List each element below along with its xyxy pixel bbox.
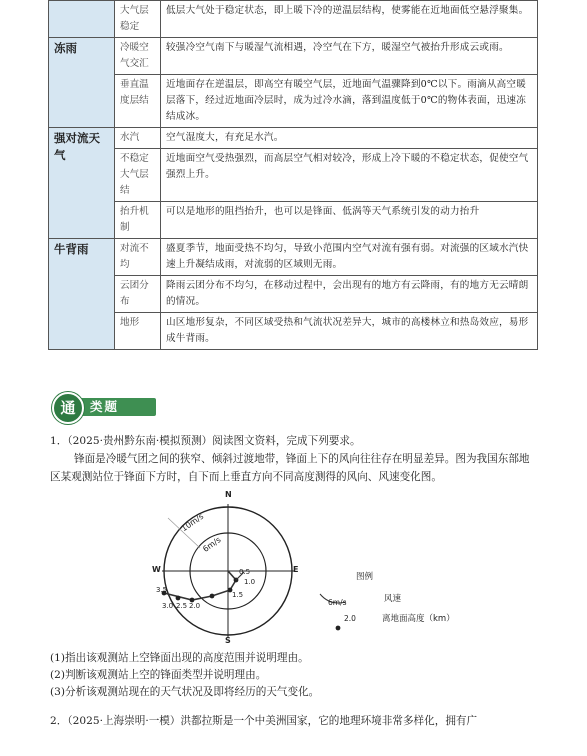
question-1-subquestions xyxy=(50,650,540,701)
category-cell: 牛背雨 xyxy=(49,239,115,350)
table-row xyxy=(49,202,538,239)
height-label-3-0: 3.0 xyxy=(162,602,174,610)
category-cell: 强对流天气 xyxy=(49,128,115,239)
factor-cell: 抬升机制 xyxy=(115,202,161,239)
height-label-1-0: 1.0 xyxy=(244,578,256,586)
height-dot xyxy=(176,596,181,601)
legend-wind-speed: 6m/s xyxy=(328,598,347,607)
table-row xyxy=(49,38,538,75)
category-cell xyxy=(49,1,115,38)
height-label-0-5: 0.5 xyxy=(239,568,251,576)
west-label: W xyxy=(152,565,161,574)
height-dot xyxy=(210,594,215,599)
south-label: S xyxy=(225,636,231,645)
table-row xyxy=(49,1,538,38)
question-2-title: 2．（2025·上海崇明·一模）洪都拉斯是一个中美洲国家，它的地理环境非常多样化，拥有广 xyxy=(50,715,478,727)
legend-dot-label: 2.0 xyxy=(344,614,356,623)
description-cell: 山区地形复杂，不同区域受热和气流状况差异大，城市的高楼林立和热岛效应，易形成牛背雨。 xyxy=(161,313,538,350)
table-row xyxy=(49,75,538,128)
subquestion-3: (3)分析该观测站现在的天气状况及即将经历的天气变化。 xyxy=(50,686,320,698)
description-cell: 空气湿度大，有充足水汽。 xyxy=(161,128,538,149)
legend-title: 图例 xyxy=(356,572,374,582)
wind-profile-line xyxy=(164,571,236,600)
factor-cell: 水汽 xyxy=(115,128,161,149)
section-badge xyxy=(52,394,160,420)
factor-cell: 地形 xyxy=(115,313,161,350)
question-2 xyxy=(50,712,540,730)
table-row xyxy=(49,313,538,350)
legend-wind: 风速 xyxy=(384,594,402,604)
factor-cell: 云团分布 xyxy=(115,276,161,313)
category-cell: 冻雨 xyxy=(49,38,115,128)
factor-cell: 大气层稳定 xyxy=(115,1,161,38)
height-label-1-5: 1.5 xyxy=(232,591,244,599)
description-cell: 盛夏季节，地面受热不均匀，导致小范围内空气对流有强有弱。对流强的区域水汽快速上升凝结成雨，对流弱的区域则无雨。 xyxy=(161,239,538,276)
factor-cell: 冷暖空气交汇 xyxy=(115,38,161,75)
question-1-title: 1．（2025·贵州黔东南·模拟预测）阅读图文资料，完成下列要求。 xyxy=(50,435,361,447)
description-cell: 降雨云团分布不均匀，在移动过程中，会出现有的地方有云降雨，有的地方无云晴朗的情况。 xyxy=(161,276,538,313)
subquestion-2: (2)判断该观测站上空的锋面类型并说明理由。 xyxy=(50,669,267,681)
outer-ring-label: 10m/s xyxy=(179,511,206,534)
table-row xyxy=(49,128,538,149)
height-label-2-5: 2.5 xyxy=(176,602,188,610)
question-1-stem: 锋面是冷暖气团之间的狭窄、倾斜过渡地带，锋面上下的风向往往存在明显差异。图为我国东部地区某观测站位于锋面下方时，自下而上垂直方向不同高度测得的风向、风速变化图。 xyxy=(50,453,530,483)
climate-factors-table xyxy=(48,0,538,350)
factor-cell: 不稳定大气层结 xyxy=(115,149,161,202)
description-cell: 低层大气处于稳定状态，即上暖下冷的逆温层结构，使雾能在近地面低空悬浮聚集。 xyxy=(161,1,538,38)
table-row xyxy=(49,149,538,202)
question-1 xyxy=(50,432,540,486)
factor-cell: 垂直温度层结 xyxy=(115,75,161,128)
description-cell: 近地面空气受热强烈，而高层空气相对较冷，形成上冷下暖的不稳定状态，促使空气强烈上升。 xyxy=(161,149,538,202)
badge-circle: 通 xyxy=(52,392,84,424)
subquestion-1: (1)指出该观测站上空锋面出现的高度范围并说明理由。 xyxy=(50,652,309,664)
north-label: N xyxy=(225,490,232,499)
legend-height: 离地面高度（km） xyxy=(382,614,455,624)
factors-table xyxy=(48,0,538,350)
badge-label: 类题 xyxy=(90,399,120,414)
description-cell: 较强冷空气南下与暖湿气流相遇，冷空气在下方，暖湿空气被抬升形成云或雨。 xyxy=(161,38,538,75)
description-cell: 可以是地形的阻挡抬升，也可以是锋面、低涡等天气系统引发的动力抬升 xyxy=(161,202,538,239)
height-label-3-5: 3.5 xyxy=(156,586,168,594)
inner-ring-label: 6m/s xyxy=(201,535,223,554)
description-cell: 近地面存在逆温层，即高空有暖空气层，近地面气温骤降到0℃以下。雨滴从高空暖层落下，经过近地面冷层时，成为过冷水滴，落到温度低于0℃的物体表面，迅速冻结成冰。 xyxy=(161,75,538,128)
table-row xyxy=(49,239,538,276)
factor-cell: 对流不均 xyxy=(115,239,161,276)
table-row xyxy=(49,276,538,313)
legend-dot xyxy=(336,626,341,631)
height-label-2-0: 2.0 xyxy=(189,602,201,610)
east-label: E xyxy=(293,565,299,574)
